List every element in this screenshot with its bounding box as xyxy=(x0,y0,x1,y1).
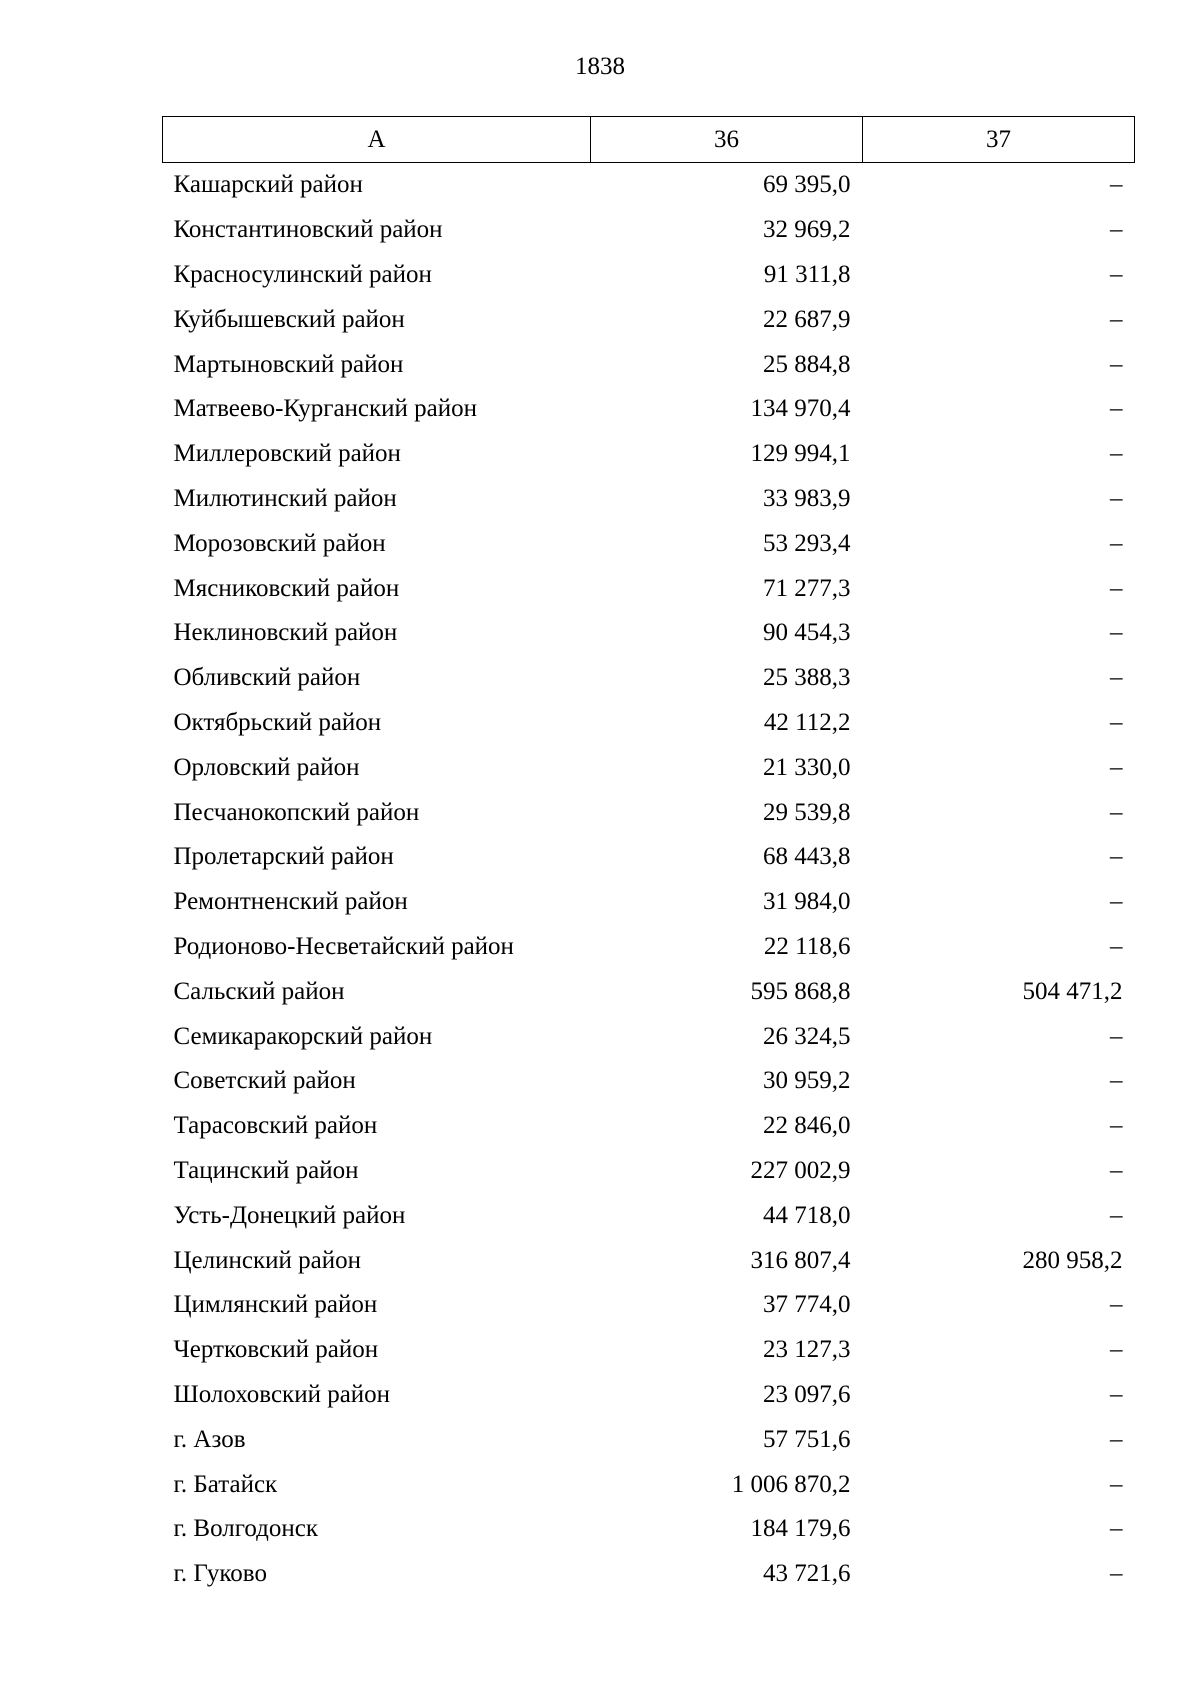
table-row xyxy=(163,342,1135,387)
table-row xyxy=(163,1238,1135,1283)
row-name-cell: Семикаракорский район xyxy=(173,1022,433,1050)
col-36-cell: 25 388,3 xyxy=(763,664,851,692)
table-row xyxy=(163,1373,1135,1418)
col-37-cell: – xyxy=(1110,1112,1123,1140)
col-37-cell: – xyxy=(1110,216,1123,244)
row-name-cell: Советский район xyxy=(173,1067,356,1095)
col-36-cell: 53 293,4 xyxy=(763,529,851,557)
col-37-cell: – xyxy=(1110,843,1123,871)
col-37-cell: – xyxy=(1110,574,1123,602)
table-row xyxy=(163,1149,1135,1194)
col-36-cell: 316 807,4 xyxy=(750,1246,851,1274)
row-name-cell: Кашарский район xyxy=(173,171,363,199)
row-name-cell: Шолоховский район xyxy=(173,1380,391,1408)
table-row xyxy=(163,1507,1135,1552)
table-body xyxy=(163,163,1135,1597)
page-number: 1838 xyxy=(575,53,625,80)
table-row xyxy=(163,1283,1135,1328)
col-36-cell: 595 868,8 xyxy=(750,977,851,1005)
row-name-cell: Морозовский район xyxy=(173,529,386,557)
col-37-cell: – xyxy=(1110,1156,1123,1184)
col-37-cell: – xyxy=(1110,1067,1123,1095)
col-36-cell: 29 539,8 xyxy=(763,798,851,826)
col-37-cell: – xyxy=(1110,484,1123,512)
col-36-cell: 184 179,6 xyxy=(750,1515,851,1543)
col-36-cell: 71 277,3 xyxy=(763,574,851,602)
col-36-cell: 23 097,6 xyxy=(763,1380,851,1408)
col-37-cell: – xyxy=(1110,888,1123,916)
table-row xyxy=(163,1059,1135,1104)
col-37-cell: 504 471,2 xyxy=(1022,977,1123,1005)
col-37-cell: – xyxy=(1110,171,1123,199)
col-36-cell: 22 687,9 xyxy=(763,305,851,333)
row-name-cell: Константиновский район xyxy=(173,216,443,244)
col-36-cell: 37 774,0 xyxy=(763,1291,851,1319)
col-36-cell: 21 330,0 xyxy=(763,753,851,781)
table-row xyxy=(163,1193,1135,1238)
row-name-cell: Матвеево-Курганский район xyxy=(173,395,478,423)
table-row xyxy=(163,656,1135,701)
col-37-cell: – xyxy=(1110,1425,1123,1453)
col-36-cell: 26 324,5 xyxy=(763,1022,851,1050)
col-36-cell: 1 006 870,2 xyxy=(731,1470,851,1498)
row-name-cell: Неклиновский район xyxy=(173,619,398,647)
table-row xyxy=(163,611,1135,656)
row-name-cell: Пролетарский район xyxy=(173,843,394,871)
row-name-cell: Орловский район xyxy=(173,753,360,781)
col-37-cell: – xyxy=(1110,440,1123,468)
row-name-cell: Песчанокопский район xyxy=(173,798,420,826)
row-name-cell: Цимлянский район xyxy=(173,1291,378,1319)
col-37-cell: – xyxy=(1110,1560,1123,1588)
col-37-cell: – xyxy=(1110,664,1123,692)
col-36-cell: 25 884,8 xyxy=(763,350,851,378)
row-name-cell: Мясниковский район xyxy=(173,574,400,602)
col-37-cell: – xyxy=(1110,529,1123,557)
row-name-cell: г. Волгодонск xyxy=(173,1515,319,1543)
col-37-cell: – xyxy=(1110,305,1123,333)
row-name-cell: Родионово-Несветайский район xyxy=(173,932,514,960)
row-name-cell: Тацинский район xyxy=(173,1156,359,1184)
col-36-cell: 91 311,8 xyxy=(763,260,851,288)
col-37-cell: – xyxy=(1110,708,1123,736)
table-row xyxy=(163,1417,1135,1462)
table-row xyxy=(163,745,1135,790)
col-37-cell: – xyxy=(1110,1515,1123,1543)
col-37-cell: – xyxy=(1110,1022,1123,1050)
table-row xyxy=(163,253,1135,298)
table-row xyxy=(163,208,1135,253)
table-header xyxy=(163,117,1135,163)
col-36-cell: 33 983,9 xyxy=(763,484,851,512)
col-37-cell: – xyxy=(1110,932,1123,960)
col-37-cell: – xyxy=(1110,798,1123,826)
col-36-cell: 43 721,6 xyxy=(763,1560,851,1588)
column-header-37: 37 xyxy=(863,117,1135,163)
row-name-cell: Октябрьский район xyxy=(173,708,382,736)
data-table xyxy=(162,116,1135,1597)
col-36-cell: 90 454,3 xyxy=(763,619,851,647)
row-name-cell: Усть-Донецкий район xyxy=(173,1201,406,1229)
col-36-cell: 129 994,1 xyxy=(750,440,851,468)
row-name-cell: Миллеровский район xyxy=(173,440,401,468)
row-name-cell: г. Батайск xyxy=(173,1470,278,1498)
table-row xyxy=(163,387,1135,432)
col-36-cell: 31 984,0 xyxy=(763,888,851,916)
col-36-cell: 44 718,0 xyxy=(763,1201,851,1229)
col-37-cell: – xyxy=(1110,395,1123,423)
col-36-cell: 23 127,3 xyxy=(763,1336,851,1364)
column-header-a: А xyxy=(163,117,591,163)
row-name-cell: Милютинский район xyxy=(173,484,397,512)
table-row xyxy=(163,790,1135,835)
col-36-cell: 227 002,9 xyxy=(750,1156,851,1184)
table-row xyxy=(163,1462,1135,1507)
row-name-cell: Куйбышевский район xyxy=(173,305,405,333)
col-36-cell: 69 395,0 xyxy=(763,171,851,199)
table-row xyxy=(163,701,1135,746)
table-row xyxy=(163,1014,1135,1059)
table-row xyxy=(163,432,1135,477)
table-row xyxy=(163,297,1135,342)
col-36-cell: 22 846,0 xyxy=(763,1112,851,1140)
header-row xyxy=(163,117,1135,163)
col-37-cell: – xyxy=(1110,260,1123,288)
table-row xyxy=(163,880,1135,925)
col-37-cell: – xyxy=(1110,1291,1123,1319)
table-row xyxy=(163,1328,1135,1373)
table-row xyxy=(163,1104,1135,1149)
col-36-cell: 30 959,2 xyxy=(763,1067,851,1095)
row-name-cell: г. Гуково xyxy=(173,1560,267,1588)
col-36-cell: 22 118,6 xyxy=(763,932,851,960)
col-37-cell: – xyxy=(1110,1336,1123,1364)
col-36-cell: 134 970,4 xyxy=(750,395,851,423)
table-row xyxy=(163,163,1135,208)
table-row xyxy=(163,1552,1135,1597)
table-row xyxy=(163,969,1135,1014)
table-row xyxy=(163,925,1135,970)
column-header-36: 36 xyxy=(591,117,863,163)
col-36-cell: 42 112,2 xyxy=(763,708,851,736)
table-row xyxy=(163,477,1135,522)
col-37-cell: – xyxy=(1110,619,1123,647)
col-37-cell: – xyxy=(1110,753,1123,781)
row-name-cell: Чертковский район xyxy=(173,1336,379,1364)
row-name-cell: Сальский район xyxy=(173,977,345,1005)
col-36-cell: 57 751,6 xyxy=(763,1425,851,1453)
row-name-cell: Ремонтненский район xyxy=(173,888,408,916)
col-37-cell: – xyxy=(1110,1470,1123,1498)
table-row xyxy=(163,521,1135,566)
table-row xyxy=(163,835,1135,880)
col-36-cell: 32 969,2 xyxy=(763,216,851,244)
col-37-cell: 280 958,2 xyxy=(1022,1246,1123,1274)
col-37-cell: – xyxy=(1110,350,1123,378)
row-name-cell: Тарасовский район xyxy=(173,1112,378,1140)
row-name-cell: Мартыновский район xyxy=(173,350,404,378)
col-36-cell: 68 443,8 xyxy=(763,843,851,871)
row-name-cell: Целинский район xyxy=(173,1246,361,1274)
row-name-cell: Красносулинский район xyxy=(173,260,432,288)
row-name-cell: Обливский район xyxy=(173,664,361,692)
row-name-cell: г. Азов xyxy=(173,1425,246,1453)
table-row xyxy=(163,566,1135,611)
col-37-cell: – xyxy=(1110,1380,1123,1408)
col-37-cell: – xyxy=(1110,1201,1123,1229)
